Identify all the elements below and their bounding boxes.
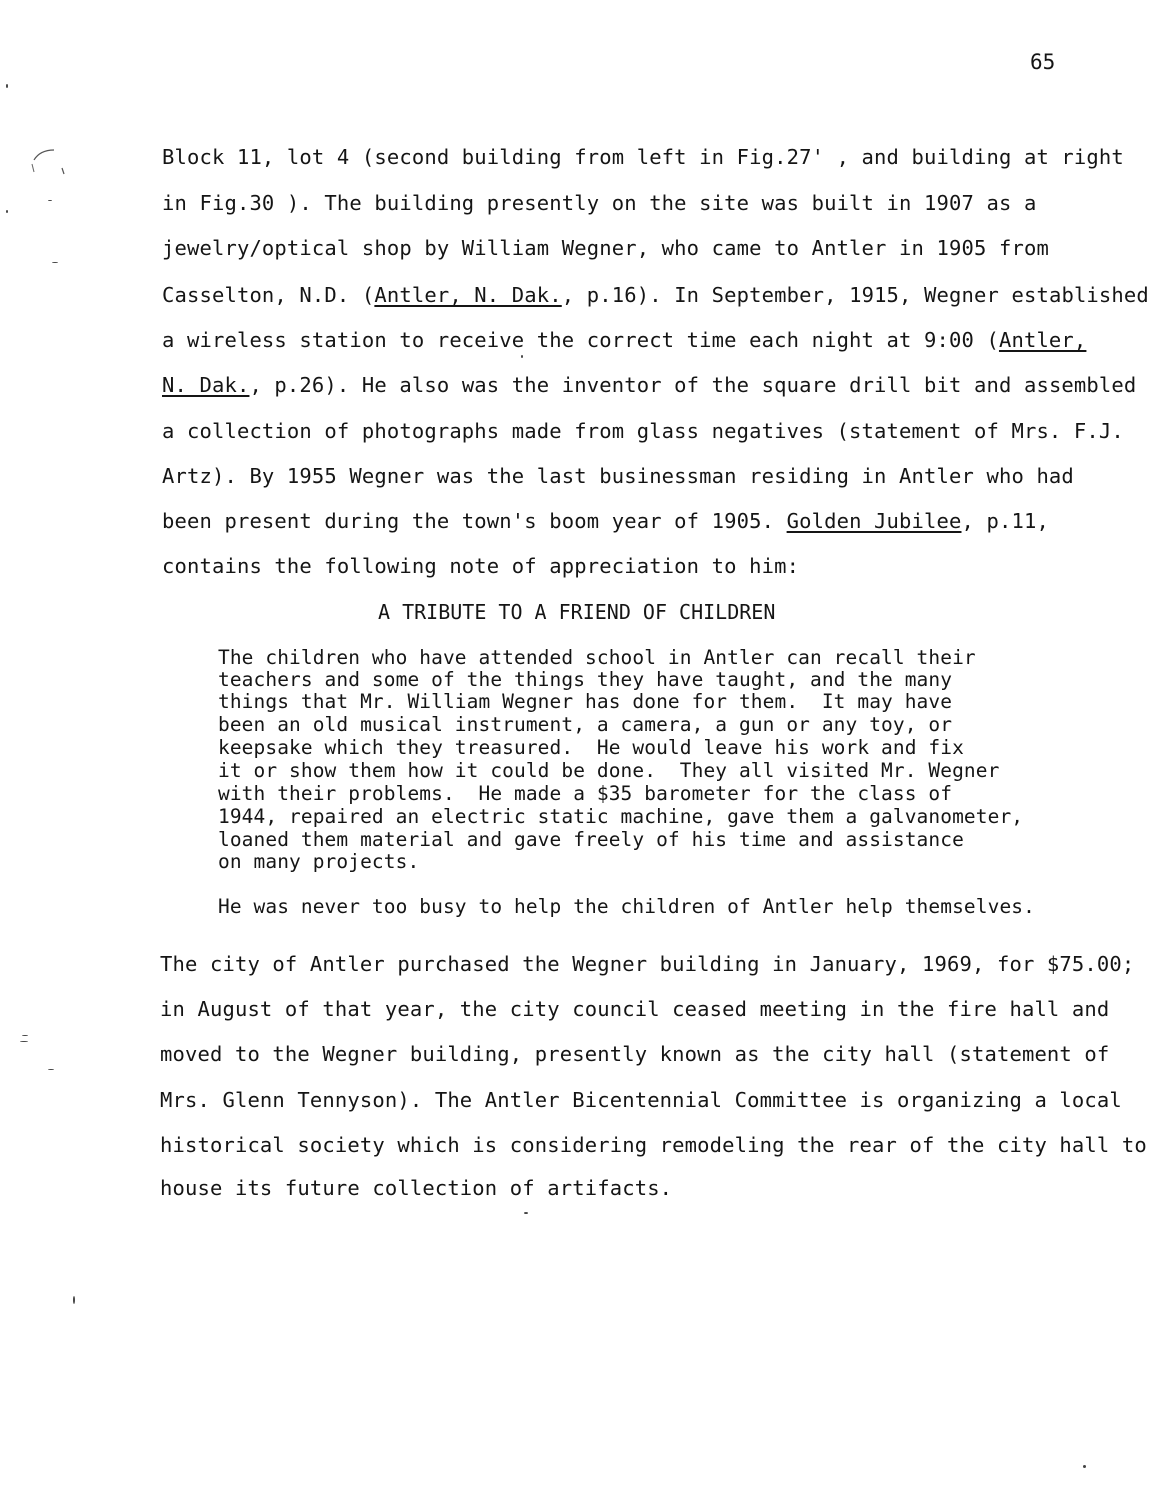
paragraph-1-line-5 [162, 328, 1086, 352]
text-run: , p.16). In September, 1915, Wegner established [561, 283, 1149, 307]
paragraph-1-line-9 [162, 509, 1049, 533]
paragraph-1-line-6 [162, 373, 1136, 397]
scan-speck [521, 355, 523, 358]
citation-n-dak: N. Dak. [162, 373, 250, 397]
quote-line: The children who have attended school in Antler can recall their [218, 646, 976, 669]
paragraph-1-line-8: Artz). By 1955 Wegner was the last businessman residing in Antler who had [162, 464, 1074, 488]
paragraph-2-line-3: moved to the Wegner building, presently known as the city hall (statement of [160, 1042, 1110, 1066]
paragraph-1-line-4 [162, 283, 1149, 307]
scan-speck [6, 210, 8, 213]
page-number: 65 [1030, 50, 1056, 74]
paragraph-1-line-1: Block 11, lot 4 (second building from left in Fig.27' , and building at right [162, 145, 1124, 169]
quote-line: keepsake which they treasured. He would leave his work and fix [218, 736, 964, 759]
text-run: a wireless station to receive the correct time each night at 9:00 ( [162, 328, 999, 352]
scan-speck [20, 1041, 28, 1042]
quote-line: things that Mr. William Wegner has done for them. It may have [218, 690, 953, 713]
paragraph-2-line-5: historical society which is considering remodeling the rear of the city hall to [160, 1133, 1147, 1157]
paragraph-2-line-1: The city of Antler purchased the Wegner building in January, 1969, for $75.00; [160, 952, 1135, 976]
scan-speck [524, 1212, 528, 1214]
margin-mark-icon [30, 142, 68, 182]
text-run: been present during the town's boom year of 1905. [162, 509, 787, 533]
paragraph-1-line-2: in Fig.30 ). The building presently on the site was built in 1907 as a [162, 191, 1037, 215]
paragraph-1-line-7: a collection of photographs made from glass negatives (statement of Mrs. F.J. [162, 419, 1124, 443]
scan-speck [73, 1296, 75, 1304]
scan-speck [48, 1069, 54, 1070]
quote-line: with their problems. He made a $35 barometer for the class of [218, 782, 953, 805]
scan-speck [22, 1035, 28, 1036]
quote-line: it or show them how it could be done. They all visited Mr. Wegner [218, 759, 1000, 782]
quote-line: been an old musical instrument, a camera, a gun or any toy, or [218, 713, 953, 736]
text-run: Casselton, N.D. ( [162, 283, 375, 307]
tribute-closing: He was never too busy to help the children of Antler help themselves. [218, 895, 1035, 918]
scan-speck [48, 200, 52, 201]
tribute-heading: A TRIBUTE TO A FRIEND OF CHILDREN [378, 600, 776, 624]
paragraph-2-line-6: house its future collection of artifacts. [160, 1176, 673, 1200]
text-run: , p.11, [961, 509, 1049, 533]
citation-antler: Antler, N. Dak. [374, 283, 562, 307]
quote-line: loaned them material and gave freely of his time and assistance [218, 828, 964, 851]
quote-line: on many projects. [218, 850, 420, 873]
paragraph-2-line-4: Mrs. Glenn Tennyson). The Antler Bicentennial Committee is organizing a local [160, 1088, 1122, 1112]
scan-speck [52, 262, 58, 263]
quote-line: teachers and some of the things they have taught, and the many [218, 668, 953, 691]
text-run: , p.26). He also was the inventor of the square drill bit and assembled [249, 373, 1137, 397]
citation-golden-jubilee: Golden Jubilee [786, 509, 962, 533]
citation-antler: Antler, [998, 328, 1087, 352]
paragraph-1-line-3: jewelry/optical shop by William Wegner, who came to Antler in 1905 from [162, 236, 1049, 260]
paragraph-1-line-10: contains the following note of appreciation to him: [162, 554, 800, 578]
scan-speck [6, 84, 8, 88]
scan-speck [1083, 1465, 1086, 1468]
paragraph-2-line-2: in August of that year, the city council ceased meeting in the fire hall and [160, 997, 1110, 1021]
quote-line: 1944, repaired an electric static machine, gave them a galvanometer, [218, 805, 1024, 828]
